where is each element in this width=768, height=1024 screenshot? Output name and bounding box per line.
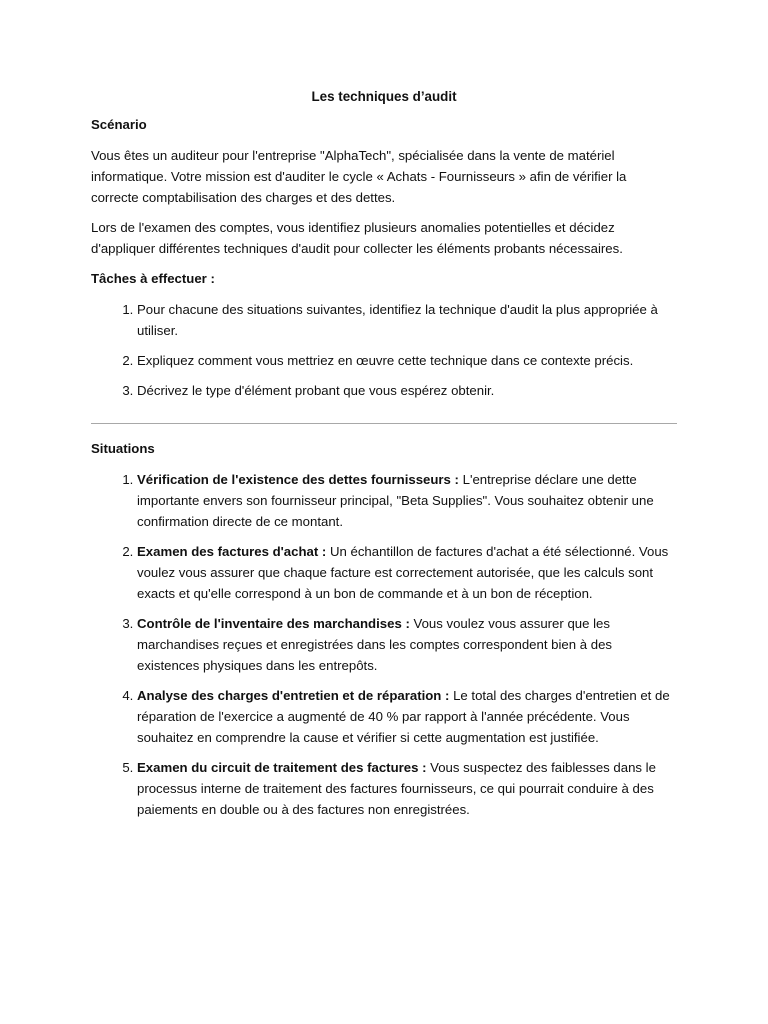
scenario-heading: Scénario [91,117,147,132]
situation-item-4 [137,685,677,748]
situation-item-3 [137,613,677,676]
situation-text: Le total des charges d'entretien et de réparation de l'exercice a augmenté de 40 % par rapport à l'année précédente. Vous souhaitez en comprendre la cause et vérifier si cette augmentation est justifiée. [137,688,670,745]
situation-title: Vérification de l'existence des dettes fournisseurs : [137,472,459,487]
tasks-heading: Tâches à effectuer : [91,271,215,286]
situation-item-5 [137,757,677,820]
situations-list [91,469,677,820]
situation-title: Examen du circuit de traitement des factures : [137,760,427,775]
situation-text: Vous suspectez des faiblesses dans le processus interne de traitement des factures fournisseurs, ce qui pourrait conduire à des paiements en double ou à des factures non enregistrées. [137,760,656,817]
situation-item-1 [137,469,677,532]
scenario-paragraph-1: Vous êtes un auditeur pour l'entreprise "AlphaTech", spécialisée dans la vente de matériel informatique. Votre mission est d'auditer le cycle « Achats - Fournisseurs » afin de vérifier la correcte comptabilisation des charges et des dettes. [91,148,627,205]
situation-title: Analyse des charges d'entretien et de réparation : [137,688,450,703]
situation-title: Contrôle de l'inventaire des marchandises : [137,616,410,631]
situation-text: Un échantillon de factures d'achat a été sélectionné. Vous voulez vous assurer que chaque facture est correctement autorisée, que les calculs sont exacts et qu'elle correspond à un bon de commande et à un bon de réception. [137,544,669,601]
section-divider [91,423,677,424]
document-page [91,86,677,830]
task-item-2: 2. Expliquez comment vous mettriez en œuvre cette technique dans ce contexte précis. [137,350,677,371]
tasks-list [91,299,677,401]
task-item-3: 3. Décrivez le type d'élément probant que vous espérez obtenir. [137,380,677,401]
situation-text: Vous voulez vous assurer que les marchandises reçues et enregistrées dans les comptes correspondent bien à des existences physiques dans les entrepôts. [137,616,613,673]
scenario-paragraph-2: Lors de l'examen des comptes, vous identifiez plusieurs anomalies potentielles et décidez d'appliquer différentes techniques d'audit pour collecter les éléments probants nécessaires. [91,220,623,256]
document-title: Les techniques d’audit [311,89,457,104]
situations-heading: Situations [91,441,155,456]
situation-title: Examen des factures d'achat : [137,544,327,559]
situation-text: L'entreprise déclare une dette importante envers son fournisseur principal, "Beta Supplies". Vous souhaitez obtenir une confirmation directe de ce montant. [137,472,654,529]
task-item-1: 1. Pour chacune des situations suivantes, identifiez la technique d'audit la plus appropriée à utiliser. [137,299,677,341]
situation-item-2 [137,541,677,604]
